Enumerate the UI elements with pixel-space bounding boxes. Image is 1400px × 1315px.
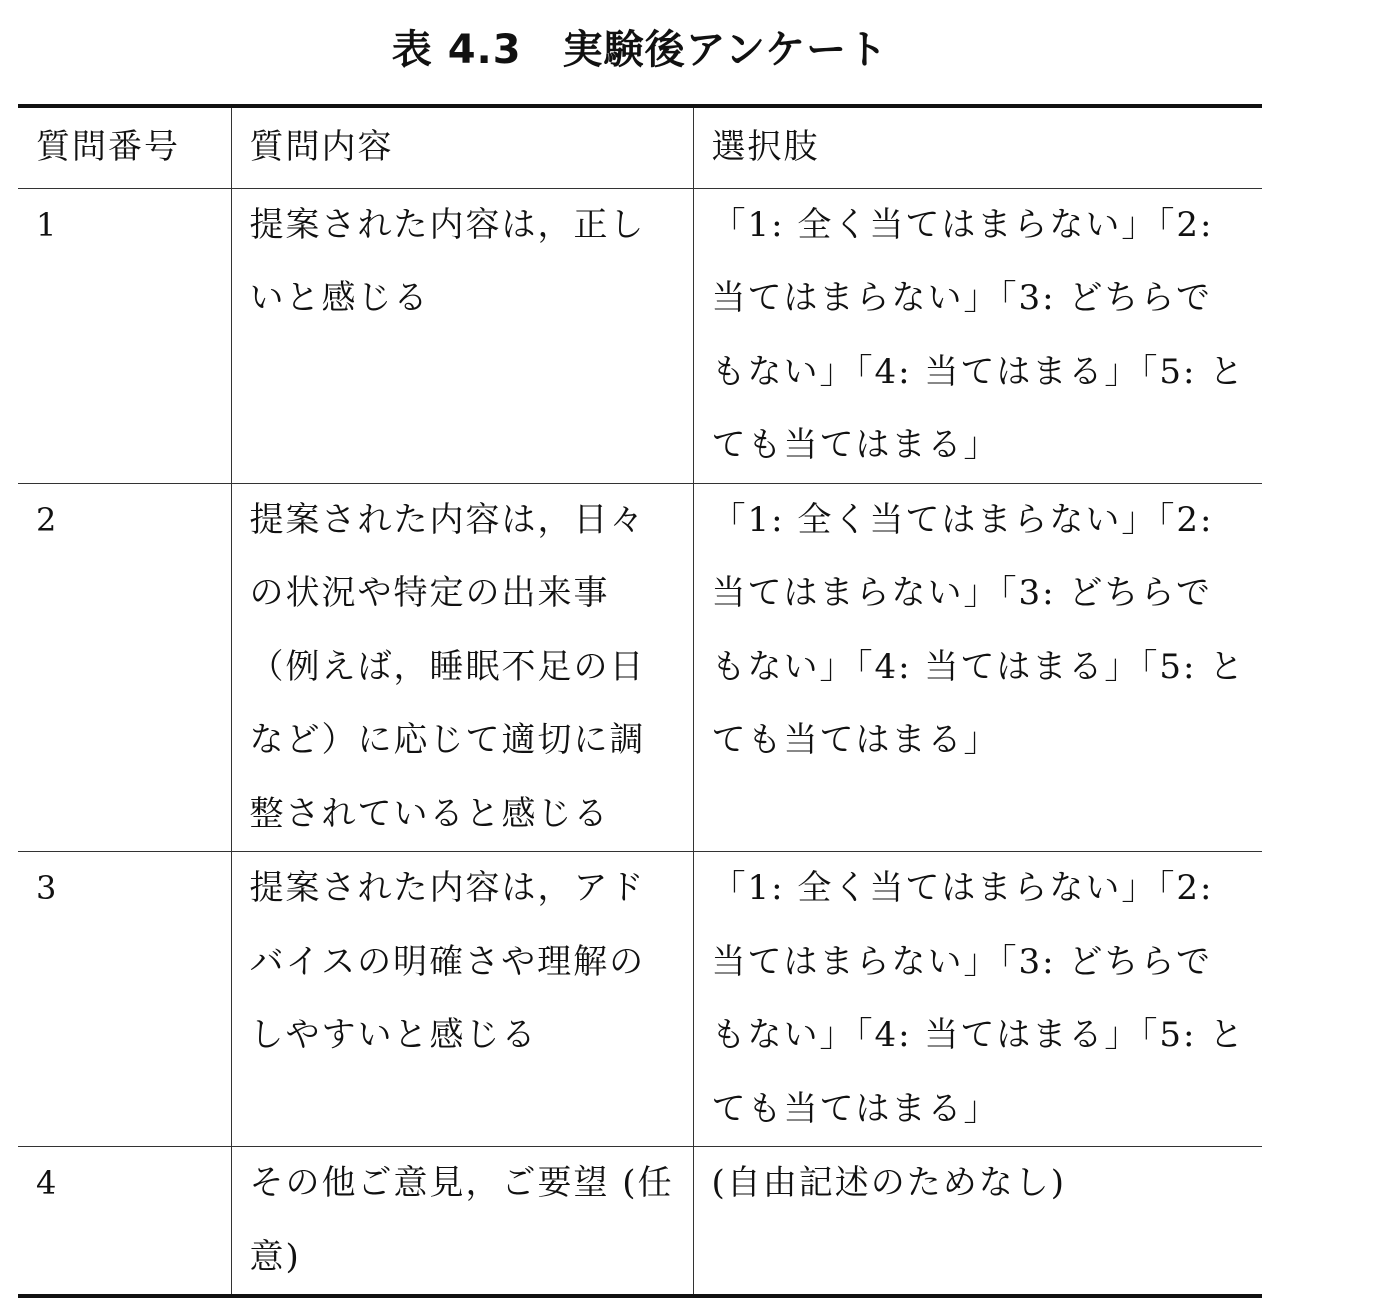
question-content: 提案された内容は，日々の状況や特定の出来事（例えば，睡眠不足の日など）に応じて適切に調整されていると感じる (231, 483, 693, 852)
survey-table (18, 104, 1262, 1298)
table-caption: 表 4.3 実験後アンケート (391, 27, 889, 73)
question-number: 4 (36, 1164, 59, 1202)
table-header (18, 106, 1262, 188)
header-question-number: 質問番号 (18, 106, 231, 188)
table-row (18, 852, 1262, 1147)
question-number: 1 (18, 188, 231, 483)
table-row (18, 188, 1262, 483)
table-row (18, 483, 1262, 852)
question-number: 3 (18, 852, 231, 1147)
question-content: その他ご意見，ご要望 (任意) (231, 1147, 693, 1297)
question-choices: 「1: 全く当てはまらない」「2: 当てはまらない」「3: どちらでもない」「4: 当てはまる」「5: とても当てはまる」 (693, 188, 1262, 483)
question-choices: 「1: 全く当てはまらない」「2: 当てはまらない」「3: どちらでもない」「4: 当てはまる」「5: とても当てはまる」 (693, 852, 1262, 1147)
table-row (18, 1147, 1262, 1297)
question-content: 提案された内容は，アドバイスの明確さや理解のしやすいと感じる (231, 852, 693, 1147)
table-body (18, 188, 1262, 1296)
header-row (18, 106, 1262, 188)
header-choices: 選択肢 (693, 106, 1262, 188)
question-content: 提案された内容は，正しいと感じる (231, 188, 693, 483)
question-choices: (自由記述のためなし) (693, 1147, 1262, 1297)
header-question-content: 質問内容 (231, 106, 693, 188)
question-number: 2 (18, 483, 231, 852)
question-choices: 「1: 全く当てはまらない」「2: 当てはまらない」「3: どちらでもない」「4: 当てはまる」「5: とても当てはまる」 (693, 483, 1262, 852)
